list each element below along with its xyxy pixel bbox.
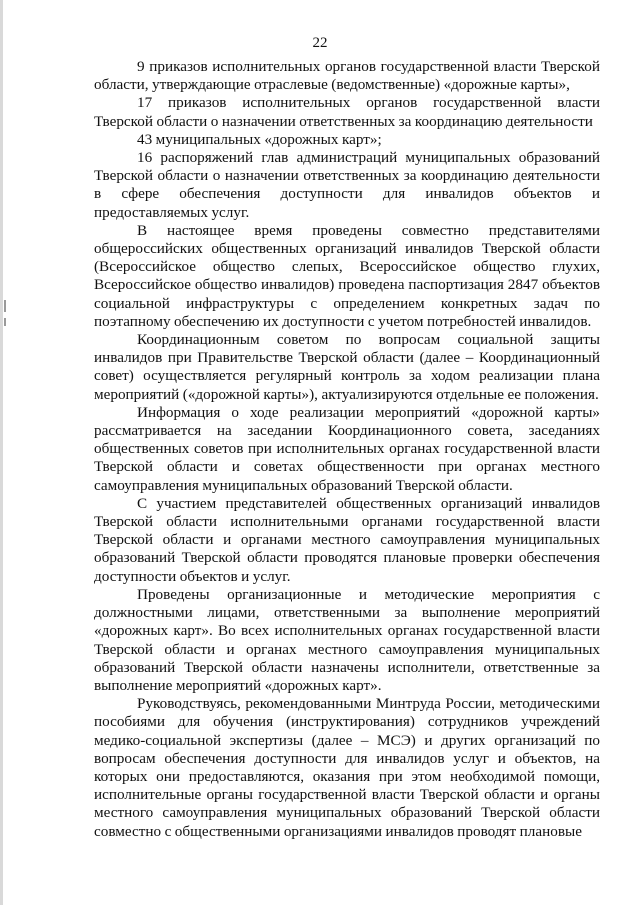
paragraph: Руководствуясь, рекомендованными Минтруда России, методическими пособиями для обучения (инструктирования) сотрудников учреждений медико-социальной экспертизы (далее – МСЭ) и других организаций по вопросам обеспечения доступности для инвалидов услуг и объектов, на которых они предоставляются, оказания при этом необходимой помощи, исполнительные органы государственной власти Тверской области и органы местного самоуправления муниципальных образований Тверской области совместно с общественными организациями инвалидов проводят плановые [94,695,600,840]
paragraph: Проведены организационные и методические мероприятия с должностными лицами, ответственными за выполнение мероприятий «дорожных карт». Во всех исполнительных органах государственной власти Тверской области и органах местного самоуправления муниципальных образований Тверской области назначены исполнители, ответственные за выполнение мероприятий «дорожных карт». [94,585,600,694]
scan-mark [4,318,6,326]
paragraph: 17 приказов исполнительных органов государственной власти Тверской области о назначении ответственных за координацию деятельности [94,94,600,130]
paragraph: 16 распоряжений глав администраций муниципальных образований Тверской области о назначении ответственных за координацию деятельности в сфере обеспечения доступности для инвалидов объектов и предоставляемых услуг. [94,149,600,221]
paragraph: 43 муниципальных «дорожных карт»; [137,130,382,148]
scan-mark [4,300,6,312]
paragraph: Информация о ходе реализации мероприятий «дорожной карты» рассматривается на заседании Координационного совета, заседаниях общественных советов при исполнительных органах государственной власти Тверской области и советах общественности при органах местного самоуправления муниципальных образований Тверской области. [94,403,600,494]
page-number: 22 [312,35,328,51]
paragraph: Координационным советом по вопросам социальной защиты инвалидов при Правительстве Тверской области (далее – Координационный совет) осуществляется регулярный контроль за ходом реализации плана мероприятий («дорожной карты»), актуализируются отдельные ее положения. [94,331,600,403]
document-body [94,58,600,841]
paragraph: В настоящее время проведены совместно представителями общероссийских общественных организаций инвалидов Тверской области (Всероссийское общество слепых, Всероссийское общество глухих, Всероссийское общество инвалидов) проведена паспортизация 2847 объектов социальной инфраструктуры с определением конкретных задач по поэтапному обеспечению их доступности с учетом потребностей инвалидов. [94,221,600,330]
paragraph: С участием представителей общественных организаций инвалидов Тверской области исполнительными органами государственной власти Тверской области и органами местного самоуправления муниципальных образований Тверской области проводятся плановые проверки обеспечения доступности объектов и услуг. [94,494,600,585]
scan-edge [0,0,3,905]
paragraph: 9 приказов исполнительных органов государственной власти Тверской области, утверждающие отраслевые (ведомственные) «дорожные карты», [94,58,600,94]
